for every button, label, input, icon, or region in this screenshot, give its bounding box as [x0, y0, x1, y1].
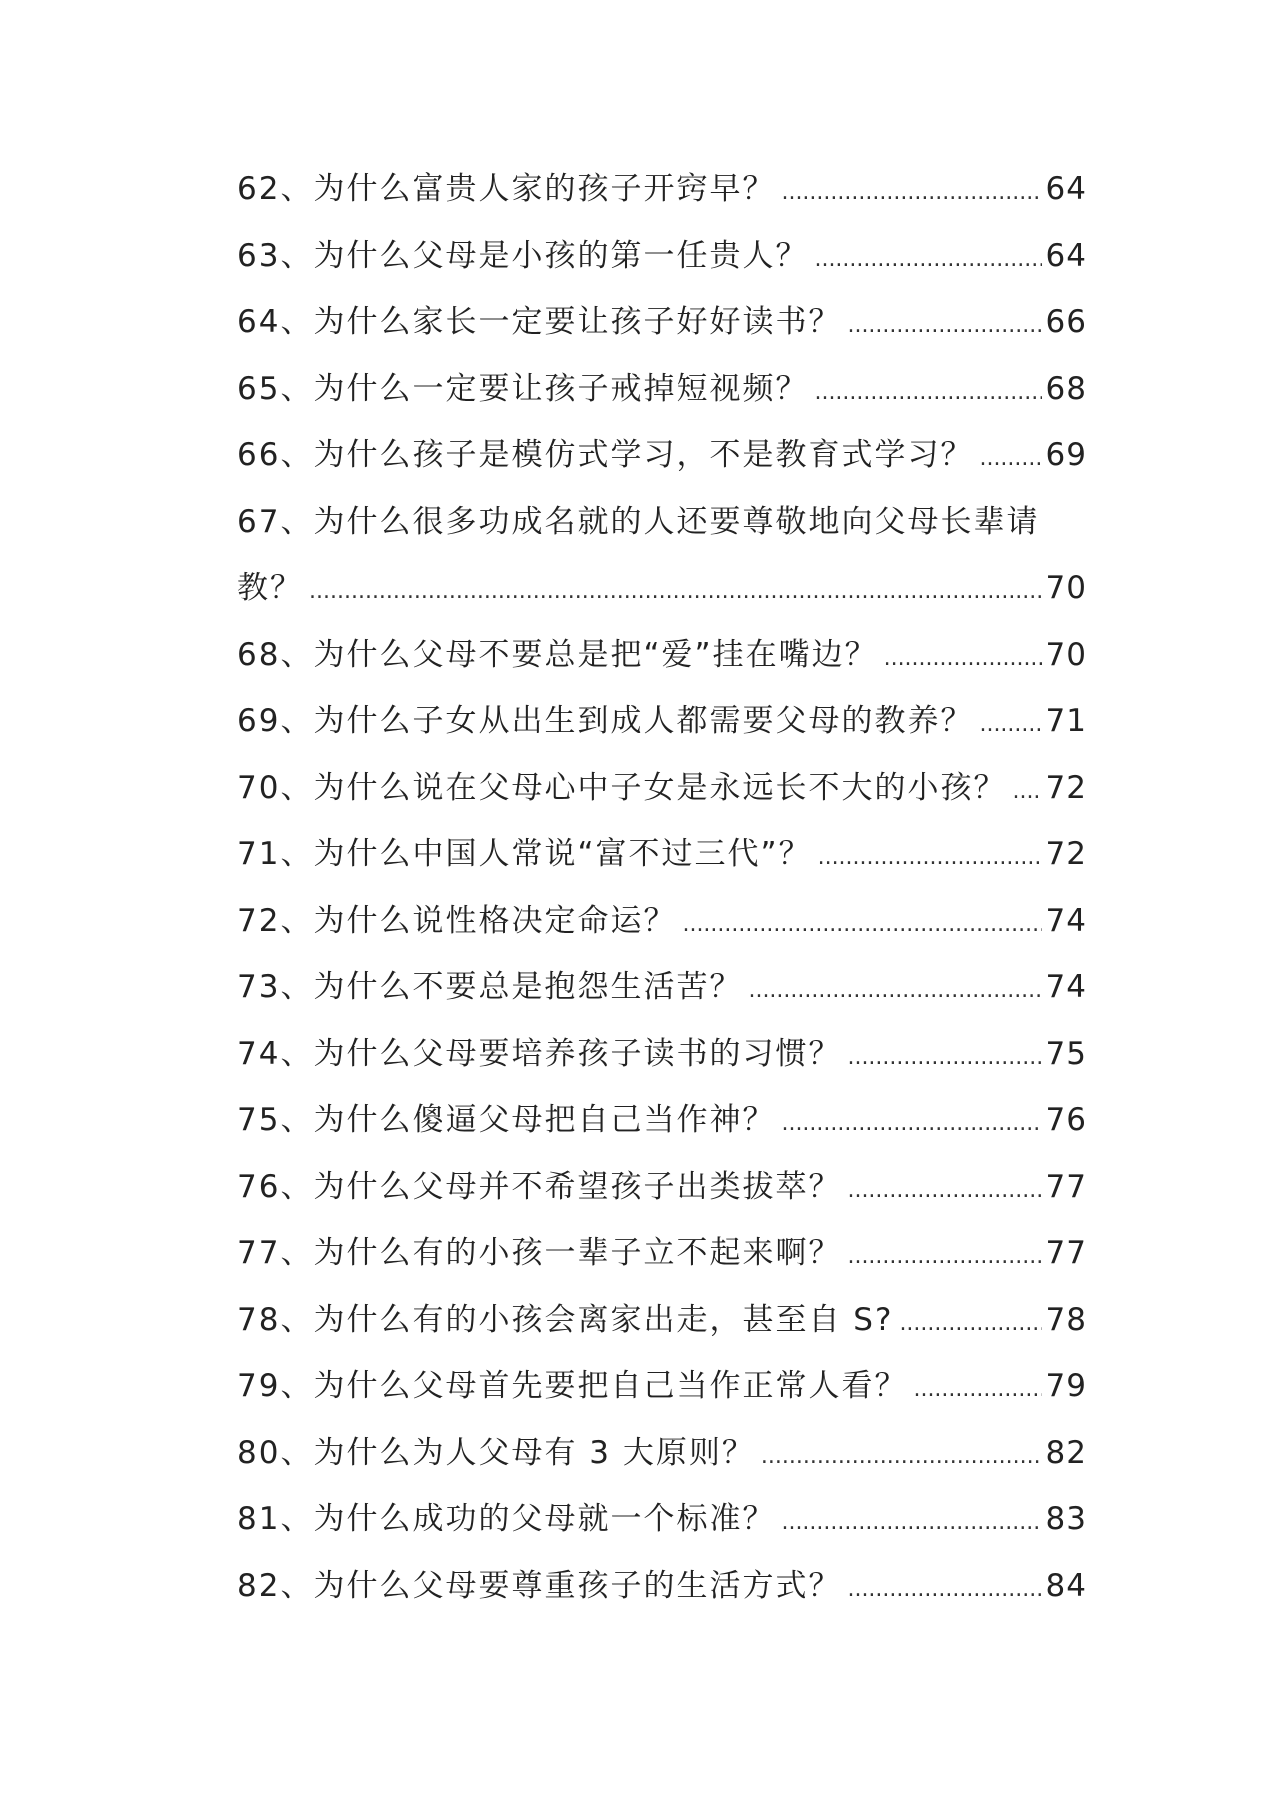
- toc-entry-page: 82: [1045, 1434, 1087, 1471]
- toc-dot-leader: [1012, 759, 1041, 826]
- toc-entry[interactable]: [237, 356, 1087, 423]
- toc-entry[interactable]: [237, 1287, 1087, 1354]
- toc-entry[interactable]: [237, 954, 1087, 1021]
- toc-entry-continuation[interactable]: [237, 555, 1087, 622]
- toc-entry-page: 71: [1045, 703, 1087, 739]
- toc-entry-title: 为什么父母首先要把自己当作正常人看？: [313, 1368, 908, 1404]
- toc-dot-leader: [847, 1224, 1041, 1291]
- toc-entry-page: 70: [1045, 636, 1087, 673]
- toc-entry-page: 79: [1045, 1368, 1087, 1404]
- toc-dot-leader: [309, 559, 1042, 626]
- toc-entry-number: 68、: [237, 636, 314, 673]
- toc-entry-title: 为什么中国人常说“富不过三代”？: [313, 836, 812, 872]
- toc-entry-title: 为什么有的小孩一辈子立不起来啊？: [313, 1235, 842, 1271]
- toc-entry-page: 75: [1045, 1035, 1087, 1072]
- toc-entry-page: 77: [1045, 1168, 1087, 1205]
- toc-entry-page: 76: [1045, 1102, 1087, 1138]
- toc-entry-page: 77: [1045, 1235, 1087, 1271]
- toc-entry-title: 为什么父母并不希望孩子出类拔萃？: [313, 1168, 842, 1205]
- toc-entry-number: 63、: [237, 237, 314, 274]
- toc-dot-leader: [847, 293, 1041, 360]
- toc-dot-leader: [818, 825, 1042, 892]
- toc-entry[interactable]: [237, 1553, 1087, 1620]
- toc-entry-number: 76、: [237, 1168, 314, 1205]
- toc-entry[interactable]: [237, 1087, 1087, 1154]
- toc-entry-number: 73、: [237, 969, 314, 1005]
- toc-entry-number: 79、: [237, 1368, 314, 1404]
- toc-entry-title: 为什么孩子是模仿式学习，不是教育式学习？: [313, 437, 974, 473]
- toc-entry[interactable]: [237, 888, 1087, 955]
- toc-dot-leader: [781, 160, 1041, 227]
- toc-entry-page: 68: [1045, 370, 1087, 407]
- toc-dot-leader: [781, 1490, 1041, 1557]
- toc-entry-number: 66、: [237, 437, 314, 473]
- toc-entry-number: 74、: [237, 1035, 314, 1072]
- toc-dot-leader: [913, 1357, 1041, 1424]
- toc-entry-number: 70、: [237, 769, 314, 806]
- toc-entry-number: 65、: [237, 370, 314, 407]
- toc-entry-page: 84: [1045, 1567, 1087, 1604]
- toc-dot-leader: [748, 958, 1041, 1025]
- toc-entry-page: 74: [1045, 969, 1087, 1005]
- toc-entry-page: 64: [1045, 237, 1087, 274]
- toc-entry[interactable]: [237, 622, 1087, 689]
- toc-entry-page: 69: [1045, 437, 1087, 473]
- toc-entry-page: 72: [1045, 769, 1087, 806]
- toc-entry[interactable]: [237, 223, 1087, 290]
- toc-entry[interactable]: [237, 156, 1087, 223]
- toc-entry[interactable]: [237, 1154, 1087, 1221]
- toc-entry-title: 为什么有的小孩会离家出走，甚至自 S?: [313, 1301, 894, 1338]
- toc-entry-number: 71、: [237, 836, 314, 872]
- toc-dot-leader: [847, 1158, 1041, 1225]
- toc-entry[interactable]: [237, 688, 1087, 755]
- toc-dot-leader: [979, 426, 1041, 493]
- toc-entry-page: 78: [1045, 1301, 1087, 1338]
- toc-dot-leader: [781, 1091, 1041, 1158]
- toc-dot-leader: [761, 1424, 1042, 1491]
- toc-entry-title: 为什么傻逼父母把自己当作神？: [313, 1102, 776, 1138]
- toc-entry-title: 为什么说在父母心中子女是永远长不大的小孩？: [313, 769, 1007, 806]
- toc-entry[interactable]: [237, 821, 1087, 888]
- toc-entry-title: 为什么一定要让孩子戒掉短视频？: [313, 370, 809, 407]
- toc-dot-leader: [899, 1291, 1041, 1358]
- toc-dot-leader: [884, 626, 1042, 693]
- toc-dot-leader: [847, 1557, 1041, 1624]
- toc-entry-number: 77、: [237, 1235, 314, 1271]
- toc-entry-page: 64: [1045, 171, 1087, 207]
- toc-dot-leader: [814, 227, 1041, 294]
- toc-entry-title: 为什么说性格决定命运？: [313, 902, 677, 939]
- toc-entry-title: 为什么家长一定要让孩子好好读书？: [313, 304, 842, 340]
- toc-entry-title: 为什么很多功成名就的人还要尊敬地向父母长辈请: [313, 503, 1040, 540]
- toc-entry[interactable]: [237, 422, 1087, 489]
- toc-entry-title: 为什么父母要尊重孩子的生活方式？: [313, 1567, 842, 1604]
- toc-entry-title: 为什么富贵人家的孩子开窍早？: [313, 171, 776, 207]
- toc-entry-number: 80、: [237, 1434, 314, 1471]
- toc-entry[interactable]: [237, 1420, 1087, 1487]
- toc-entry-title: 为什么成功的父母就一个标准？: [313, 1501, 776, 1537]
- toc-entry[interactable]: [237, 289, 1087, 356]
- toc-entry-page: 70: [1045, 570, 1087, 606]
- toc-entry-title: 为什么子女从出生到成人都需要父母的教养？: [313, 703, 974, 739]
- toc-entry-title: 为什么不要总是抱怨生活苦？: [313, 969, 743, 1005]
- toc-dot-leader: [814, 360, 1041, 427]
- toc-entry-page: 72: [1045, 836, 1087, 872]
- toc-entry[interactable]: [237, 1353, 1087, 1420]
- toc-entry-title: 为什么父母是小孩的第一任贵人？: [313, 237, 809, 274]
- toc-entry-number: 62、: [237, 171, 314, 207]
- toc-entry-number: 72、: [237, 902, 314, 939]
- toc-entry-number: 81、: [237, 1501, 314, 1537]
- toc-entry[interactable]: [237, 1021, 1087, 1088]
- toc-entry-page: 66: [1045, 304, 1087, 340]
- toc-entry-number: 75、: [237, 1102, 314, 1138]
- toc-entry-number: 67、: [237, 503, 314, 540]
- toc-entry-number: 82、: [237, 1567, 314, 1604]
- toc-entry[interactable]: [237, 755, 1087, 822]
- toc-entry[interactable]: [237, 1486, 1087, 1553]
- toc-entry-title: 为什么父母要培养孩子读书的习惯？: [313, 1035, 842, 1072]
- toc-entry-title: 为什么为人父母有 3 大原则？: [313, 1434, 755, 1471]
- toc-entry-number: 64、: [237, 304, 314, 340]
- toc-entry-page: 74: [1045, 902, 1087, 939]
- toc-entry-number: 69、: [237, 703, 314, 739]
- toc-dot-leader: [847, 1025, 1041, 1092]
- toc-entry-number: 78、: [237, 1301, 314, 1338]
- toc-entry-page: 83: [1045, 1501, 1087, 1537]
- toc-entry-title: 为什么父母不要总是把“爱”挂在嘴边？: [313, 636, 878, 673]
- table-of-contents: [237, 156, 1087, 1619]
- toc-entry[interactable]: [237, 489, 1087, 556]
- toc-entry[interactable]: [237, 1220, 1087, 1287]
- toc-entry-title-continued: 教？: [237, 570, 303, 606]
- toc-dot-leader: [682, 892, 1041, 959]
- toc-dot-leader: [979, 692, 1041, 759]
